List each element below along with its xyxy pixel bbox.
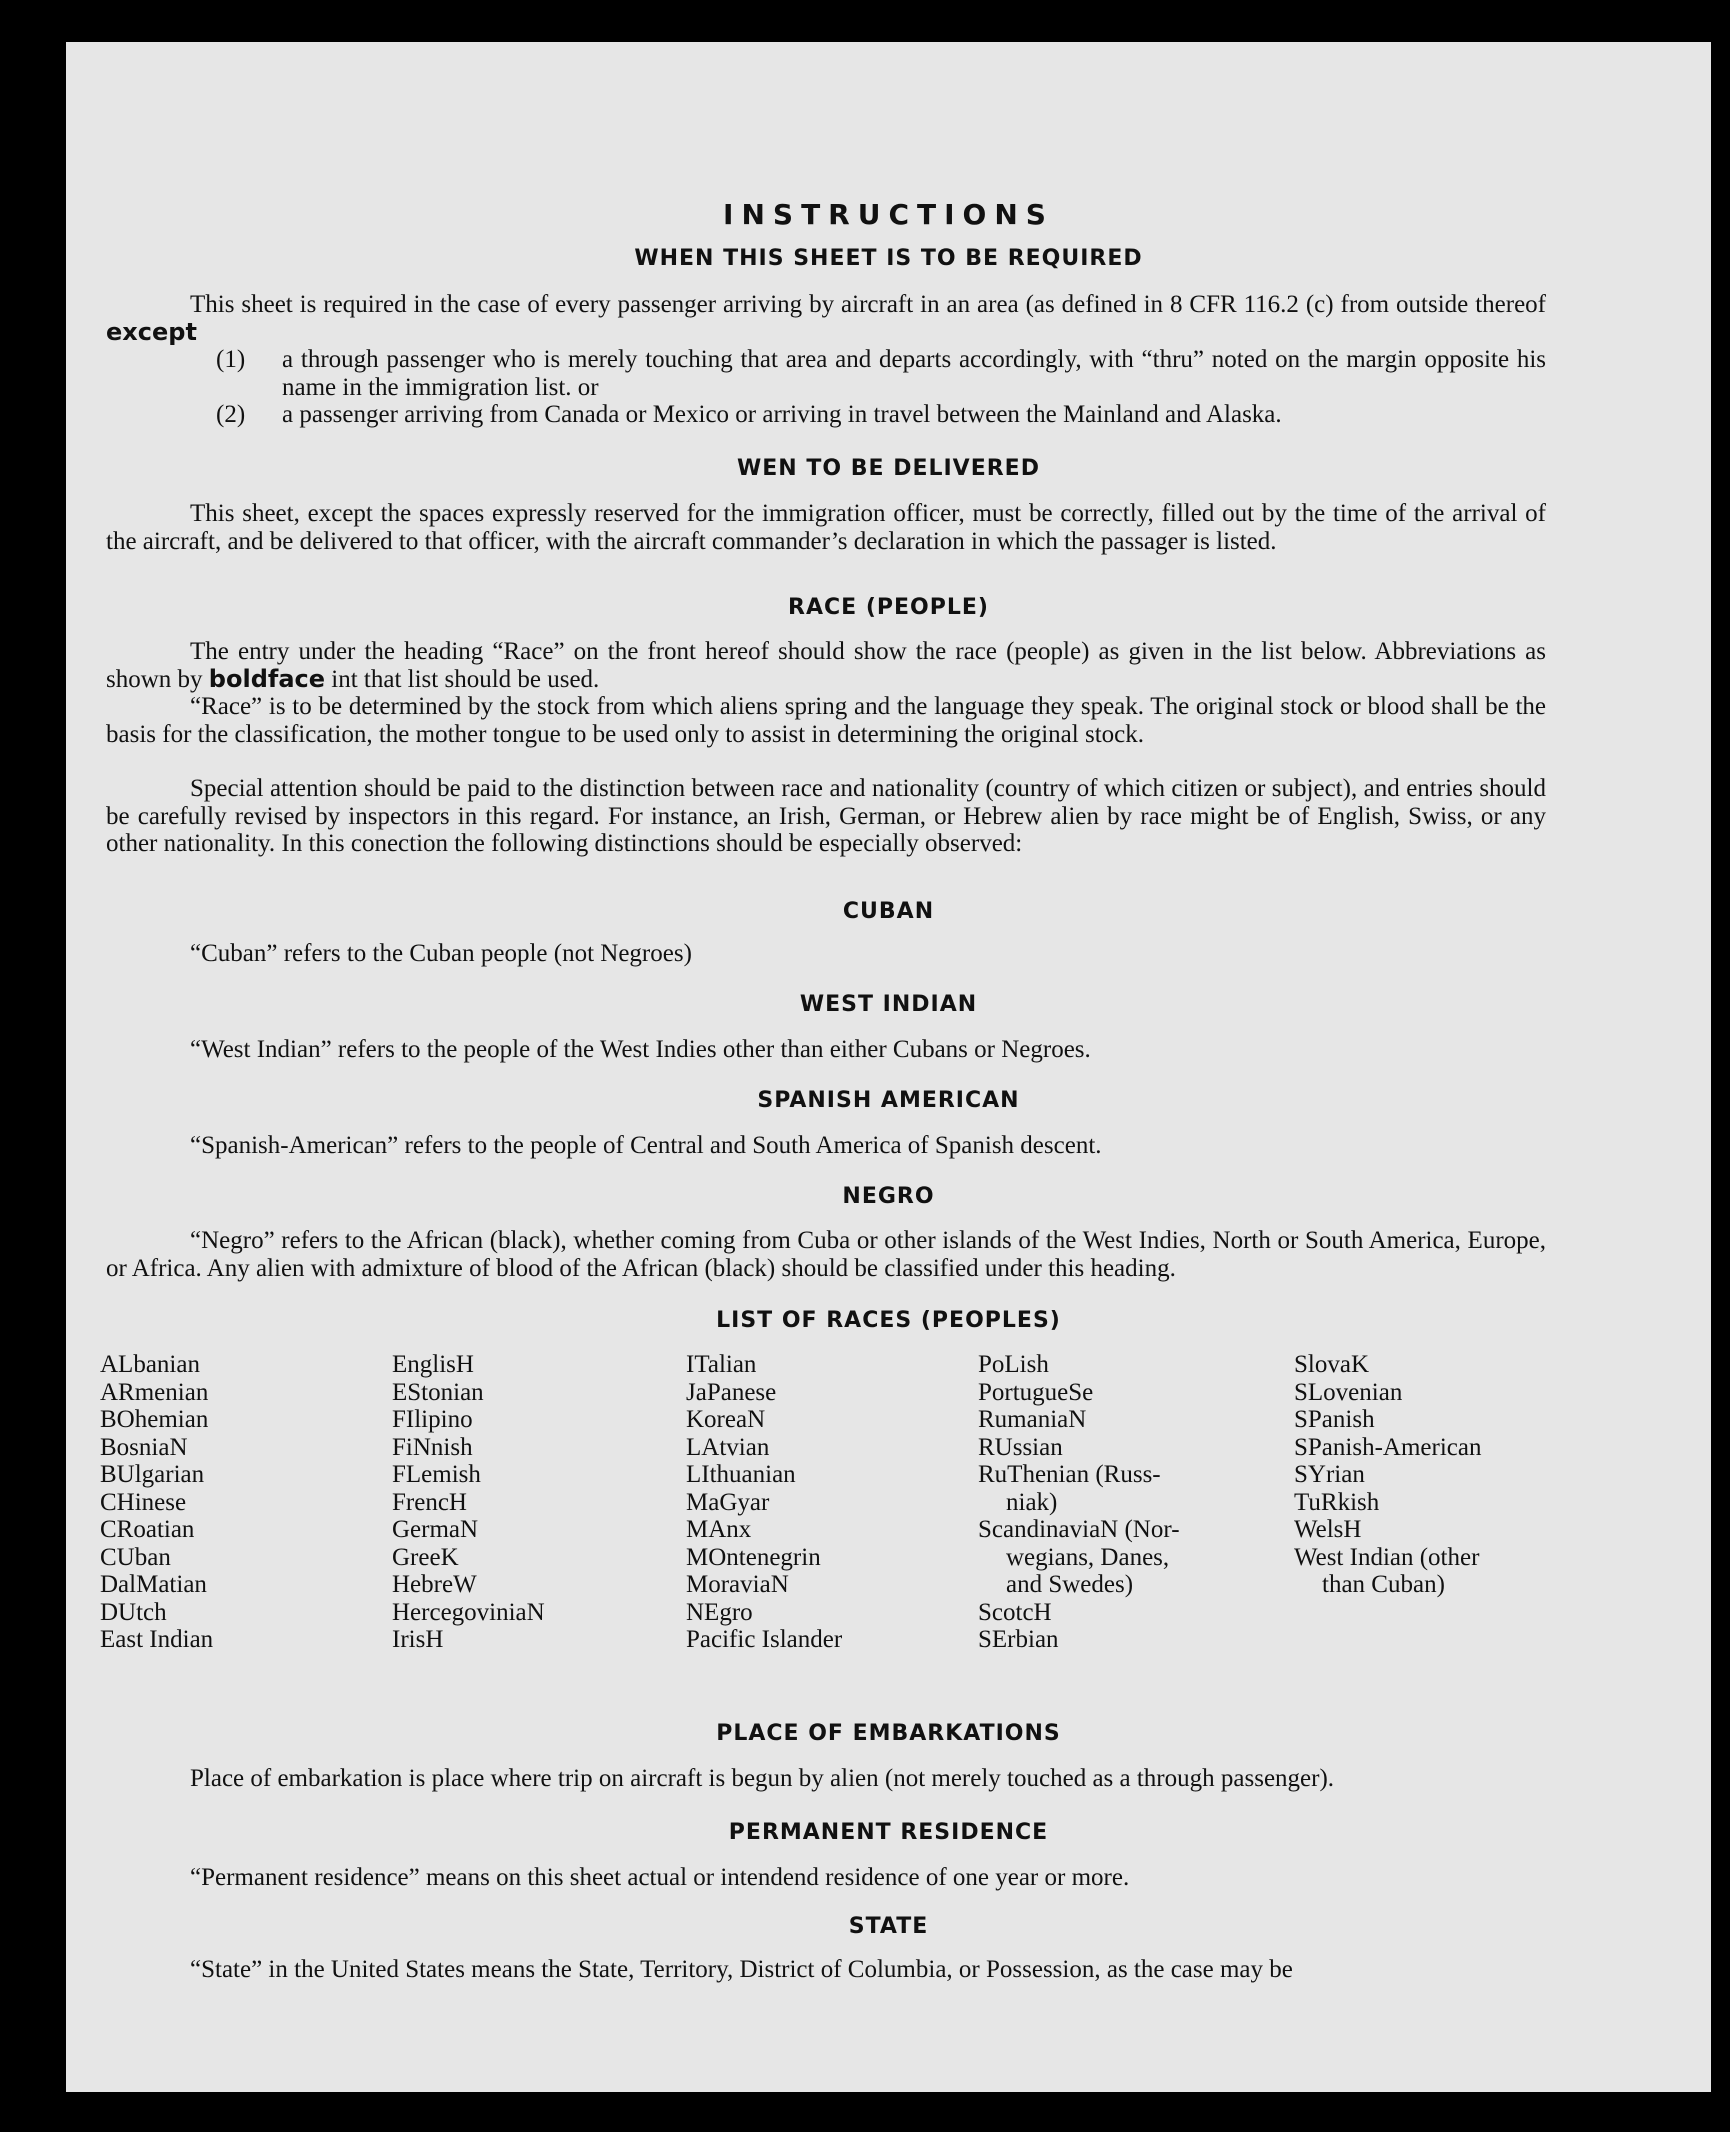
- race-list-item: EnglisH: [392, 1351, 474, 1378]
- race-list-item: BosniaN: [100, 1433, 188, 1461]
- race-list-item: DalMatian: [100, 1571, 207, 1598]
- race-list-item: Pacific Islander: [686, 1626, 843, 1653]
- race-list-item: ALbanian: [100, 1351, 200, 1378]
- heading-embarkation: PLACE OF EMBARKATIONS: [716, 1721, 1061, 1746]
- race-list-item: BOhemian: [100, 1406, 209, 1433]
- required-intro-text: This sheet is required in the case of every passenger arriving by aircraft in an area (as defined in 8 CFR 116.2 (c) from outside thereof: [190, 291, 1546, 318]
- race-list-column-4: [978, 1351, 1180, 1654]
- heading-list-of-races: LIST OF RACES (PEOPLES): [716, 1308, 1061, 1333]
- race-list-item: GreeK: [392, 1543, 459, 1571]
- page-title: INSTRUCTIONS: [723, 198, 1054, 231]
- paragraph-embarkation: Place of embarkation is place where trip on aircraft is begun by alien (not merely touched as a through passenger).: [190, 1765, 1335, 1792]
- race-p1-before: The entry under the heading “Race” on the front hereof should show the race (people) as given in the list below. Abbreviations as shown by: [106, 638, 1546, 693]
- heading-cuban: CUBAN: [842, 899, 935, 924]
- heading-when-required: WHEN THIS SHEET IS TO BE REQUIRED: [634, 246, 1143, 271]
- heading-when-delivered: WEN TO BE DELIVERED: [737, 456, 1040, 481]
- race-list-item: NEgro: [686, 1598, 753, 1626]
- paragraph-race-3: Special attention should be paid to the distinction between race and nationality (country of which citizen or subject), and entries should be carefully revised by inspectors in this regard. For instance, an Irish, German, or Hebrew alien by race might be of English, Swiss, or any other nationality. In this conection the following distinctions should be especially observed:: [106, 775, 1546, 857]
- paragraph-cuban: “Cuban” refers to the Cuban people (not Negroes): [190, 940, 692, 967]
- race-list-item: CRoatian: [100, 1516, 195, 1543]
- race-list-item: and Swedes): [1006, 1571, 1134, 1598]
- race-list-item: EStonian: [392, 1378, 484, 1406]
- paragraph-west-indian: “West Indian” refers to the people of the West Indies other than either Cubans or Negroes.: [190, 1036, 1091, 1063]
- paragraph-race-2: “Race” is to be determined by the stock from which aliens spring and the language they speak. The original stock or blood shall be the basis for the classification, the mother tongue to be used only to assist in determining the original stock.: [106, 693, 1546, 748]
- race-list-item: than Cuban): [1322, 1571, 1445, 1598]
- race-list-item: ARmenian: [100, 1378, 209, 1406]
- paragraph-permanent-residence: “Permanent residence” means on this sheet actual or intendend residence of one year or more.: [190, 1864, 1130, 1891]
- race-list-item: GermaN: [392, 1516, 479, 1543]
- race-list-item: CHinese: [100, 1488, 187, 1516]
- race-list-item: FiNnish: [392, 1433, 473, 1461]
- race-list-item: SYrian: [1294, 1461, 1365, 1488]
- race-list-item: SLovenian: [1294, 1378, 1403, 1406]
- race-list-item: RuThenian (Russ-: [978, 1461, 1161, 1488]
- race-list-item: MOntenegrin: [686, 1543, 821, 1571]
- race-list-item: FrencH: [392, 1488, 467, 1516]
- race-list-column-3: [686, 1351, 842, 1654]
- item-2-text: a passenger arriving from Canada or Mexico or arriving in travel between the Mainland and Alaska.: [282, 401, 1282, 428]
- race-list-item: ScandinaviaN (Nor-: [978, 1516, 1180, 1543]
- race-list-item: DUtch: [100, 1598, 167, 1626]
- paragraph-race-1: [106, 638, 1546, 693]
- paragraph-required-intro: [106, 291, 1546, 346]
- race-list-item: RumaniaN: [978, 1406, 1087, 1433]
- paragraph-state: “State” in the United States means the State, Territory, District of Columbia, or Possession, as the case may be: [190, 1956, 1293, 1983]
- race-p1-after: int that list should be used.: [331, 665, 600, 693]
- race-list-column-5: [1294, 1351, 1481, 1599]
- race-list-item: ScotcH: [978, 1598, 1052, 1626]
- race-list-item: East Indian: [100, 1626, 214, 1653]
- paragraph-negro: “Negro” refers to the African (black), whether coming from Cuba or other islands of the West Indies, North or South America, Europe, or Africa. Any alien with admixture of blood of the African (black) should be classified under this heading.: [106, 1227, 1546, 1282]
- race-list-item: MoraviaN: [686, 1571, 789, 1598]
- race-list-item: HercegoviniaN: [392, 1598, 545, 1626]
- heading-race: RACE (PEOPLE): [788, 595, 989, 620]
- item-1-text: a through passenger who is merely touching that area and departs accordingly, with “thru” noted on the margin opposite his name in the immigration list. or: [282, 346, 1546, 401]
- required-intro-bold: except: [106, 317, 197, 346]
- race-list-item: FLemish: [392, 1461, 481, 1488]
- race-list-item: IrisH: [392, 1626, 444, 1653]
- heading-spanish-american: SPANISH AMERICAN: [757, 1088, 1020, 1113]
- race-list-item: PoLish: [978, 1351, 1049, 1378]
- paragraph-delivered: This sheet, except the spaces expressly reserved for the immigration officer, must be correctly, filled out by the time of the arrival of the aircraft, and be delivered to that officer, with the aircraft commander’s declaration in which the passager is listed.: [106, 500, 1546, 555]
- paragraph-spanish-american: “Spanish-American” refers to the people of Central and South America of Spanish descent.: [190, 1132, 1102, 1159]
- heading-west-indian: WEST INDIAN: [799, 992, 978, 1017]
- required-item-2: [216, 401, 1546, 429]
- required-item-1: [216, 346, 1546, 401]
- document-page: [66, 42, 1711, 2092]
- race-list-item: wegians, Danes,: [1006, 1543, 1170, 1571]
- race-list-item: CUban: [100, 1543, 171, 1571]
- race-list-item: SlovaK: [1294, 1351, 1369, 1378]
- heading-permanent-residence: PERMANENT RESIDENCE: [728, 1820, 1049, 1845]
- race-list-column-1: [100, 1351, 213, 1654]
- race-list-item: KoreaN: [686, 1406, 766, 1433]
- race-list-item: HebreW: [392, 1571, 477, 1598]
- race-list-item: niak): [1006, 1488, 1058, 1516]
- item-1-number: (1): [216, 346, 246, 373]
- race-list-item: WelsH: [1294, 1516, 1362, 1543]
- item-2-number: (2): [216, 401, 246, 428]
- heading-negro: NEGRO: [842, 1184, 935, 1209]
- race-list-item: ITalian: [686, 1351, 757, 1378]
- race-list-item: SPanish-American: [1294, 1433, 1482, 1461]
- race-list-item: LAtvian: [686, 1433, 770, 1461]
- race-list-item: MAnx: [686, 1516, 752, 1543]
- race-list-item: LIthuanian: [686, 1461, 796, 1488]
- race-list-item: TuRkish: [1294, 1488, 1380, 1516]
- heading-state: STATE: [848, 1914, 929, 1939]
- race-p1-bold: boldface: [208, 664, 326, 693]
- race-list-item: JaPanese: [686, 1378, 777, 1406]
- race-list-item: MaGyar: [686, 1488, 770, 1516]
- race-list-item: FIlipino: [392, 1406, 473, 1433]
- race-list-item: West Indian (other: [1294, 1543, 1480, 1571]
- race-list-item: SPanish: [1294, 1406, 1375, 1433]
- race-list-item: BUlgarian: [100, 1461, 205, 1488]
- race-list-item: RUssian: [978, 1433, 1063, 1461]
- race-list-column-2: [392, 1351, 545, 1654]
- race-list-item: SErbian: [978, 1626, 1059, 1653]
- race-list-item: PortugueSe: [978, 1378, 1094, 1406]
